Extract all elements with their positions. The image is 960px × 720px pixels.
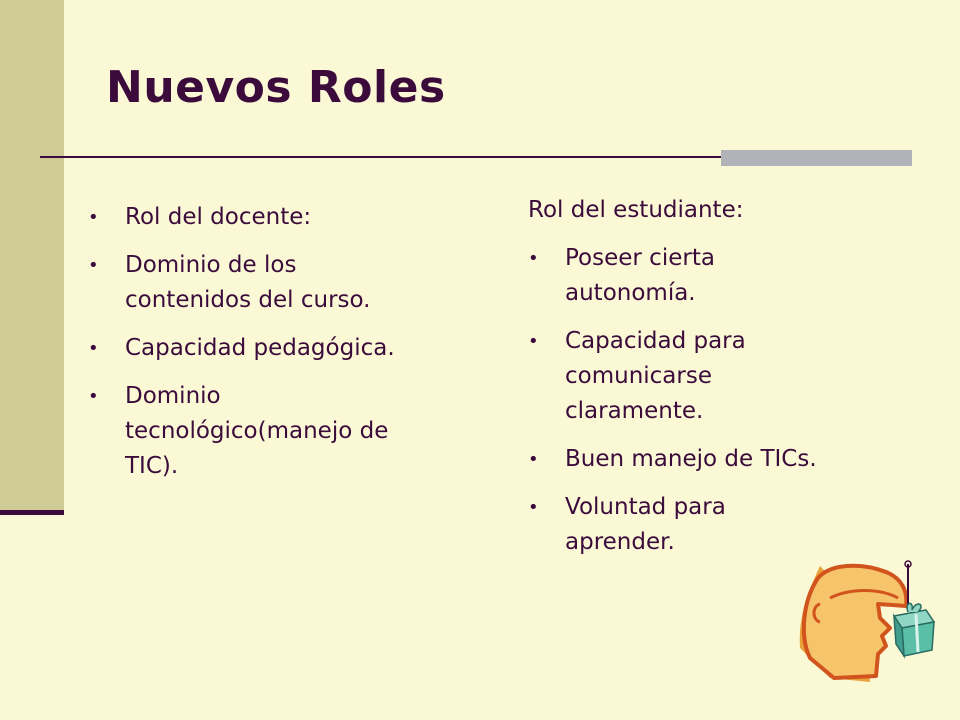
list-item: [528, 241, 785, 311]
list-item: [528, 490, 805, 560]
bullet-icon: •: [528, 497, 539, 518]
list-item-text: Capacidad pedagógica.: [125, 335, 395, 361]
student-role-column: [528, 193, 858, 573]
title-divider-accent: [721, 150, 912, 166]
student-role-heading: Rol del estudiante:: [528, 197, 744, 223]
bullet-icon: •: [88, 338, 99, 359]
bullet-icon: •: [88, 386, 99, 407]
teacher-role-column: [88, 200, 448, 497]
list-item: [88, 379, 445, 484]
list-item-text: Rol del docente:: [125, 204, 312, 230]
list-item-text: Voluntad para aprender.: [565, 494, 726, 555]
side-band: [0, 0, 64, 512]
bullet-icon: •: [88, 255, 99, 276]
side-band-underline: [0, 510, 64, 515]
list-item: [528, 324, 825, 429]
list-item-text: Dominio tecnológico(manejo de TIC).: [125, 383, 389, 479]
student-role-list: [528, 241, 858, 560]
list-item: [528, 442, 895, 477]
slide-title: Nuevos Roles: [106, 62, 446, 113]
head-with-gift-icon: [790, 558, 940, 684]
bullet-icon: •: [528, 331, 539, 352]
list-item: [88, 248, 415, 318]
list-item-text: Buen manejo de TICs.: [565, 446, 817, 472]
teacher-role-list: [88, 200, 448, 484]
list-item-text: Poseer cierta autonomía.: [565, 245, 715, 306]
list-item-text: Capacidad para comunicarse claramente.: [565, 328, 746, 424]
bullet-icon: •: [528, 449, 539, 470]
list-item: [88, 331, 465, 366]
list-item-text: Dominio de los contenidos del curso.: [125, 252, 371, 313]
bullet-icon: •: [528, 248, 539, 269]
bullet-icon: •: [88, 207, 99, 228]
list-item: [88, 200, 375, 235]
